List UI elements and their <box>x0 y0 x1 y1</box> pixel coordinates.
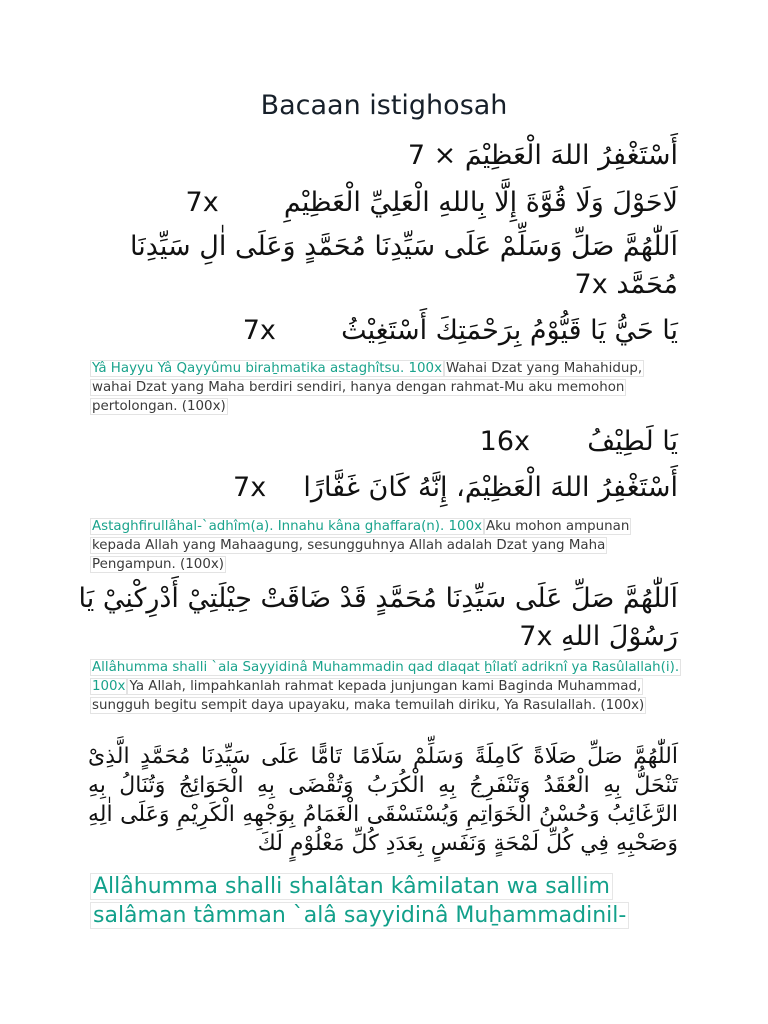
meaning-text: Wahai Dzat yang Mahahidup, wahai Dzat yang Maha berdiri sendiri, hanya dengan rahmat-Mu aku memohon pertolongan. (100x) <box>92 361 643 414</box>
translation-block-3 <box>90 658 680 715</box>
repeat-count: 7x <box>233 472 267 503</box>
shalawat-nariyah-latin <box>90 872 690 930</box>
repeat-count: 7x <box>185 187 219 218</box>
latin-transliteration: Allâhumma shalli `ala Sayyidinâ Muhammadin qad dlaqat ẖîlatî adriknî ya Rasûlallah(i). 100x <box>92 660 680 694</box>
arabic-line-shalawat <box>78 228 678 304</box>
arabic-text: أَسْتَغْفِرُ اللهَ الْعَظِيْمَ، إِنَّهُ كَانَ غَفَّارًا <box>303 472 678 503</box>
arabic-text: يَا لَطِيْفُ <box>587 426 678 457</box>
shalawat-nariyah-arabic: اَللّٰهُمَّ صَلِّ صَلَاةً كَامِلَةً وَسَلِّمْ سَلَامًا تَامًّا عَلَى سَيِّدِنَا مُحَمَّدٍ الَّذِىْ تَنْحَلُّ بِهِ الْعُقَدُ وَتَنْفَرِجُ بِهِ الْكُرَبُ وَتُقْضَى بِهِ الْحَوَائِجُ وَتُنَالُ بِهِ الرَّغَائِبُ وَحُسْنُ الْخَوَاتِمِ وَيُسْتَسْقَى الْغَمَامُ بِوَجْهِهِ الْكَرِيْمِ وَعَلَى اٰلِهِ وَصَحْبِهِ فِي كُلِّ لَمْحَةٍ وَنَفَسٍ بِعَدَدِ كُلِّ مَعْلُوْمٍ لَكَ <box>88 744 678 856</box>
page-title: Bacaan istighosah <box>260 90 508 121</box>
latin-transliteration: Allâhumma shalli shalâtan kâmilatan wa sallim salâman tâmman `alâ sayyidinâ Muẖammadinil- <box>90 873 629 929</box>
arabic-line-qad-dhaqat <box>78 580 678 656</box>
arabic-line-ya-lathif <box>78 423 678 461</box>
arabic-line-hauqalah <box>78 184 678 222</box>
repeat-count: 7x <box>242 315 276 346</box>
arabic-text: اَللّٰهُمَّ صَلِّ عَلَى سَيِّدِنَا مُحَمَّدٍ قَدْ ضَاقَتْ حِيْلَتِيْ أَدْرِكْنِيْ يَا رَسُوْلَ اللهِ <box>78 583 678 652</box>
translation-block-2 <box>90 517 680 574</box>
repeat-count: 7 × <box>407 140 457 171</box>
repeat-count: 16x <box>479 426 531 457</box>
repeat-count: 7x <box>519 621 553 652</box>
latin-transliteration: Yâ Hayyu Yâ Qayyûmu biraẖmatika astaghîtsu. 100x <box>92 361 443 376</box>
latin-transliteration: Astaghfirullâhal-`adhîm(a). Innahu kâna ghaffara(n). 100x <box>92 519 483 534</box>
arabic-line-istighfar <box>78 137 678 175</box>
arabic-text: لَاحَوْلَ وَلَا قُوَّةَ إِلَّا بِاللهِ الْعَلِيِّ الْعَظِيْمِ <box>283 187 678 218</box>
arabic-line-istighfar-ghaffara <box>78 469 678 507</box>
translation-block-1 <box>90 359 680 416</box>
arabic-text: يَا حَيُّ يَا قَيُّوْمُ بِرَحْمَتِكَ أَسْتَغِيْثُ <box>341 315 678 346</box>
meaning-text: Ya Allah, limpahkanlah rahmat kepada junjungan kami Baginda Muhammad, sungguh begitu sempit daya upayaku, maka temuilah diriku, Ya Rasulallah. (100x) <box>92 679 645 713</box>
arabic-line-ya-hayyu <box>78 312 678 350</box>
repeat-count: 7x <box>574 269 608 300</box>
arabic-text: اَللّٰهُمَّ صَلِّ وَسَلِّمْ عَلَى سَيِّدِنَا مُحَمَّدٍ وَعَلَى اٰلِ سَيِّدِنَا مُحَمَّد <box>130 231 678 300</box>
arabic-text: أَسْتَغْفِرُ اللهَ الْعَظِيْمَ <box>464 140 678 171</box>
meaning-text: Aku mohon ampunan kepada Allah yang Mahaagung, sesungguhnya Allah adalah Dzat yang Maha Pengampun. (100x) <box>92 519 630 572</box>
